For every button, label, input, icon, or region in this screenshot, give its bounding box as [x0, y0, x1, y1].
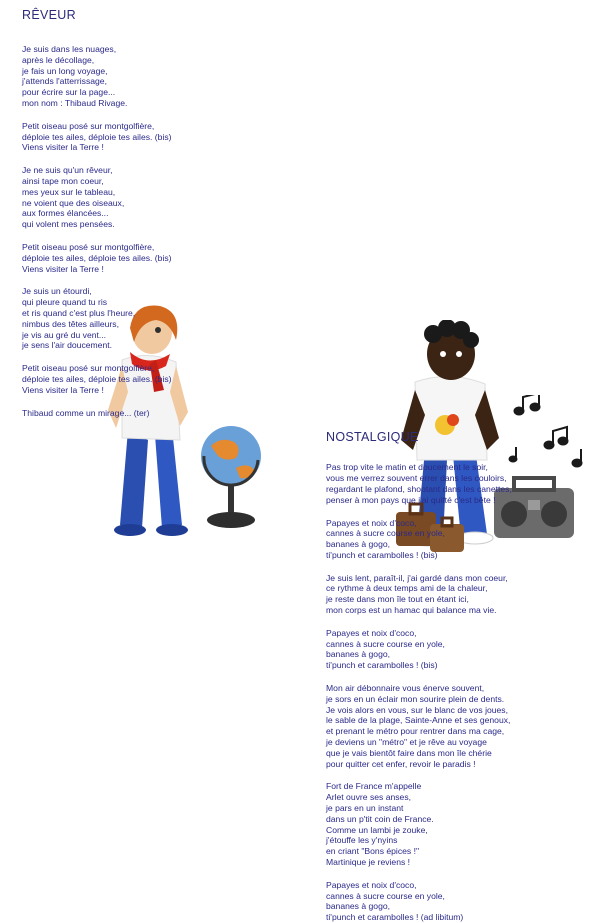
song-reveur [22, 8, 292, 418]
lyric-line: ti'punch et carambolles ! (bis) [326, 660, 438, 671]
lyric-line: ainsi tape mon coeur, [22, 175, 104, 186]
lyric-line: je fais un long voyage, [22, 65, 108, 76]
lyrics [22, 44, 292, 418]
lyric-line: Petit oiseau posé sur montgolfière, [22, 363, 155, 374]
lyric-line: Fort de France m'appelle [326, 781, 422, 792]
lyric-line: je sors en un éclair mon sourire plein de dents. [326, 693, 505, 704]
lyric-line: Martinique je reviens ! [326, 857, 411, 868]
stanza [326, 518, 596, 561]
stanza [326, 683, 596, 769]
lyric-line: Papayes et noix d'coco, [326, 627, 417, 638]
stanza [326, 462, 596, 505]
lyric-line: mes yeux sur le tableau, [22, 186, 116, 197]
lyric-line: bananes à gogo, [326, 539, 391, 550]
lyric-line: Pas trop vite le matin et doucement le soir, [326, 462, 488, 473]
lyric-line: Arlet ouvre ses anses, [326, 792, 412, 803]
globe-figure [196, 418, 266, 533]
lyric-line: bananes à gogo, [326, 901, 391, 912]
lyric-line: j'attends l'atterrissage, [22, 76, 107, 87]
lyric-line: et ris quand c'est plus l'heure, [22, 307, 136, 318]
lyric-line: Papayes et noix d'coco, [326, 879, 417, 890]
lyric-line: je vis au gré du vent... [22, 329, 107, 340]
lyric-line: que je vais bientôt faire dans mon île chérie [326, 747, 492, 758]
lyric-line: le sable de la plage, Sainte-Anne et ses genoux, [326, 715, 511, 726]
lyric-line: pour quitter cet enfer, revoir le paradis ! [326, 758, 476, 769]
lyric-line: Petit oiseau posé sur montgolfière, [22, 120, 155, 131]
song-title: NOSTALGIQUE [326, 430, 419, 445]
lyric-line: ti'punch et carambolles ! (bis) [326, 549, 438, 560]
lyric-line: nimbus des têtes ailleurs, [22, 318, 119, 329]
stanza [22, 242, 292, 274]
lyric-line: après le décollage, [22, 54, 95, 65]
stanza [326, 781, 596, 867]
lyric-line: Thibaud comme un mirage... (ter) [22, 407, 150, 418]
lyric-line: Je suis lent, paraît-il, j'ai gardé dans mon coeur, [326, 572, 508, 583]
lyrics [326, 462, 596, 923]
lyric-line: je reste dans mon île tout en étant ici, [326, 594, 469, 605]
lyric-line: Mon air débonnaire vous énerve souvent, [326, 683, 485, 694]
stanza [326, 573, 596, 616]
lyric-line: j'étouffe les y'nyins [326, 835, 398, 846]
stanza [22, 121, 292, 153]
lyric-line: qui pleure quand tu ris [22, 297, 108, 308]
lyric-line: je deviens un "métro" et je rêve au voyage [326, 737, 487, 748]
lyric-line: déploie tes ailes, déploie tes ailes. (bis) [22, 252, 172, 263]
lyric-line: Je suis dans les nuages, [22, 44, 117, 54]
lyric-line: qui volent mes pensées. [22, 219, 115, 230]
lyric-line: Papayes et noix d'coco, [326, 517, 417, 528]
stanza [326, 880, 596, 923]
lyric-line: déploie tes ailes, déploie tes ailes. (bis) [22, 373, 172, 384]
lyric-line: mon nom : Thibaud Rivage. [22, 97, 128, 108]
lyric-line: Viens visiter la Terre ! [22, 384, 104, 395]
lyric-line: Viens visiter la Terre ! [22, 142, 104, 153]
stanza [22, 165, 292, 230]
lyric-line: cannes à sucre course en yole, [326, 528, 445, 539]
lyric-line: et prenant le métro pour rentrer dans ma cage, [326, 726, 505, 737]
lyric-line: penser à mon pays que j'ai quitté c'est bête ! [326, 494, 496, 505]
lyric-line: ce rythme à deux temps ami de la chaleur, [326, 583, 488, 594]
lyric-line: mon corps est un hamac qui balance ma vie. [326, 605, 497, 616]
lyric-line: Je ne suis qu'un rêveur, [22, 165, 113, 176]
stanza [22, 286, 292, 351]
lyric-line: ne voient que des oiseaux, [22, 197, 125, 208]
song-title: RÊVEUR [22, 8, 76, 22]
lyric-line: je sens l'air doucement. [22, 340, 113, 351]
lyric-line: bananes à gogo, [326, 649, 391, 660]
lyric-line: déploie tes ailes, déploie tes ailes. (bis) [22, 131, 172, 142]
lyric-line: ti'punch et carambolles ! (ad libitum) [326, 912, 464, 923]
lyric-line: Je vois alors en vous, sur le blanc de vos joues, [326, 704, 508, 715]
song-nostalgique [326, 430, 596, 923]
lyric-line: Comme un lambi je zouke, [326, 824, 428, 835]
lyric-line: pour écrire sur la page... [22, 87, 116, 98]
lyric-line: vous me verrez souvent errer dans les couloirs, [326, 473, 507, 484]
stanza [22, 363, 292, 395]
lyric-line: aux formes élancées... [22, 208, 109, 219]
lyric-line: cannes à sucre course en yole, [326, 638, 445, 649]
lyric-line: Je suis un étourdi, [22, 286, 92, 297]
stanza [326, 628, 596, 671]
lyric-line: je pars en un instant [326, 803, 404, 814]
lyric-line: regardant le plafond, shootant dans les canettes, [326, 483, 512, 494]
lyric-line: en criant "Bons épices !" [326, 846, 420, 857]
stanza [22, 44, 292, 109]
lyric-line: Petit oiseau posé sur montgolfière, [22, 241, 155, 252]
stanza [22, 408, 292, 419]
lyric-line: cannes à sucre course en yole, [326, 890, 445, 901]
lyric-line: dans un p'tit coin de France. [326, 813, 434, 824]
lyric-line: Viens visiter la Terre ! [22, 263, 104, 274]
